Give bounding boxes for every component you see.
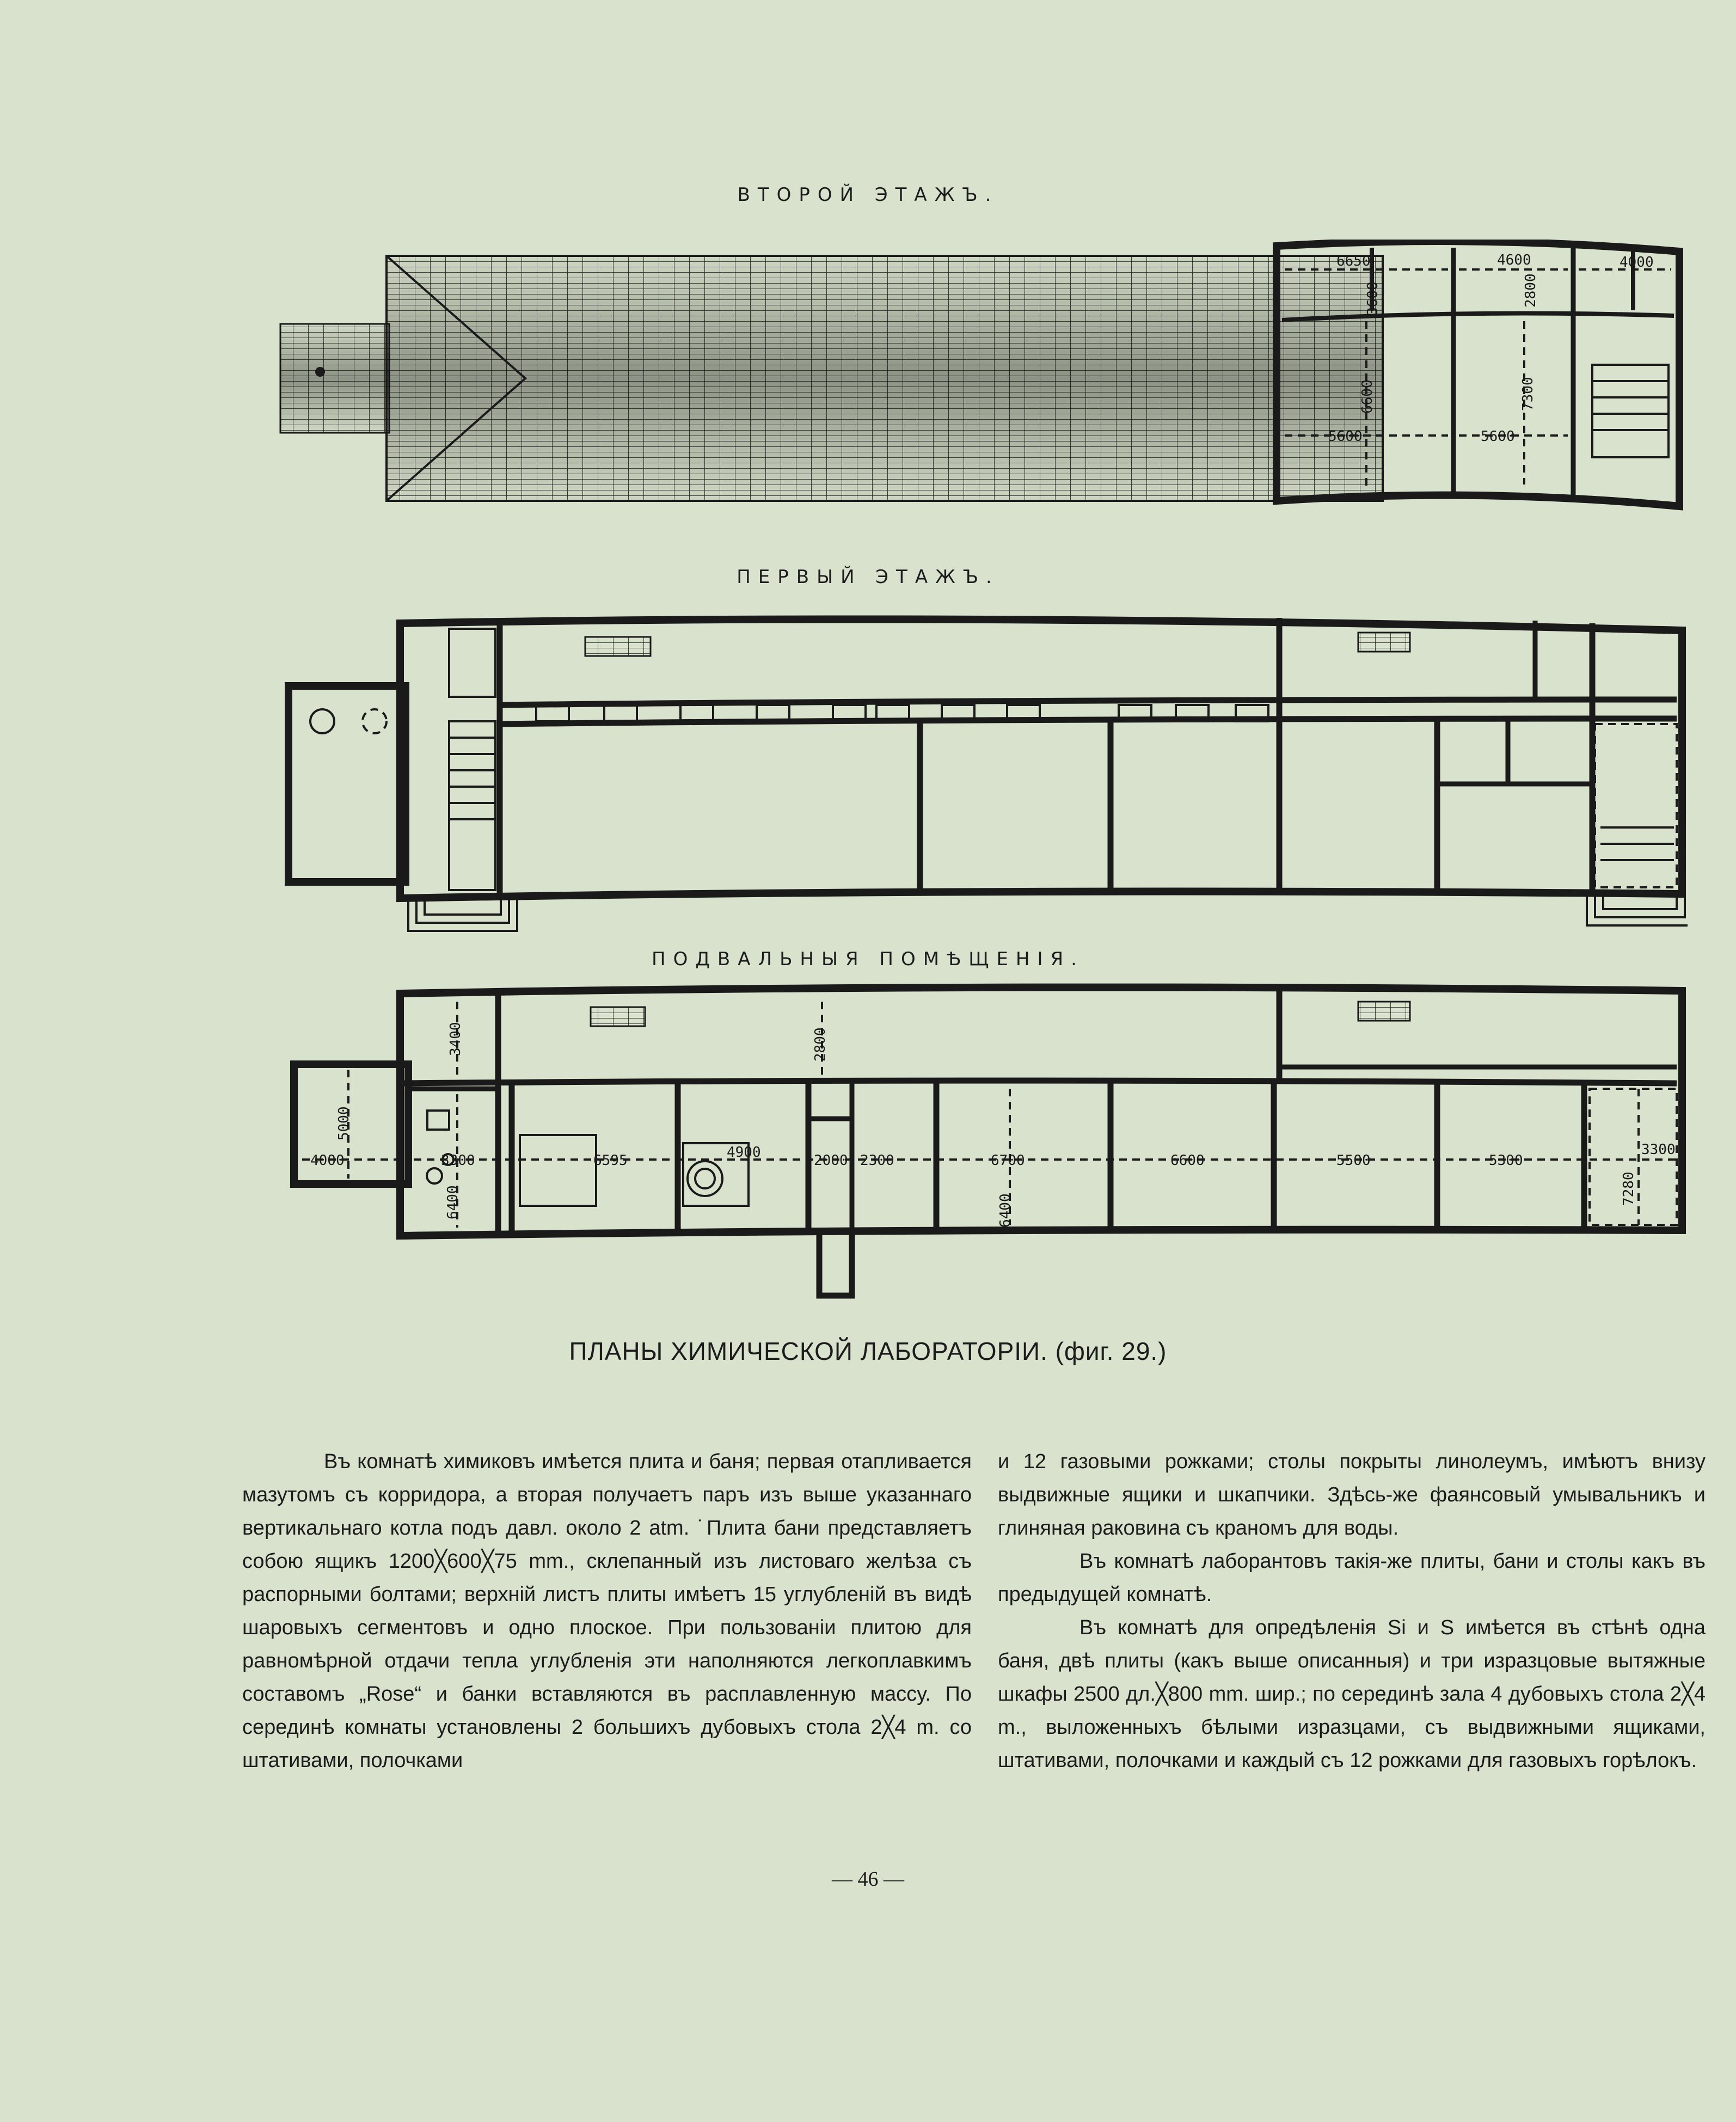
dim-label: 6650 [1336,253,1371,269]
dim-label: 4000 [310,1152,345,1169]
dim-label: 3600 [1365,281,1381,316]
second-floor-title: ВТОРОЙ ЭТАЖЪ. [737,184,999,206]
dim-label: 2800 [812,1027,829,1062]
dim-label: 7280 [1621,1172,1637,1206]
dim-label: 3300 [1641,1142,1676,1158]
dim-label: 2800 [1523,273,1539,308]
paragraph: Въ комнатѣ лаборантовъ такія-же плиты, бани и столы какъ въ предыдущей комнатѣ. [998,1550,1706,1606]
paragraph: Въ комнатѣ для опредѣленія Si и S имѣется въ стѣнѣ одна баня, двѣ плиты (какъ выше описанныя) и три изразцовые вытяжные шкафы 2500 дл.╳800 mm. шир.; по серединѣ зала 4 дубовыхъ стола 2╳4 m., выложенныхъ бѣлыми изразцами, съ выдвижными ящиками, штативами, полочками и каждый съ 12 рожками для газовыхъ горѣлокъ. [998,1616,1706,1772]
dim-label: 6400 [997,1193,1014,1228]
basement-title: ПОДВАЛЬНЫЯ ПОМѢЩЕНІЯ. [652,948,1084,970]
paragraph: и 12 газовыми рожками; столы покрыты линолеумъ, имѣютъ внизу выдвижные ящики и шкапчики. Здѣсь-же фаянсовый умывальникъ и глиняная раковина съ краномъ для воды. [998,1450,1706,1540]
dim-label: 5300 [1489,1152,1523,1169]
dim-label: 4600 [1497,252,1531,268]
text-column-left [242,1445,972,1777]
dim-label: 6595 [593,1152,628,1169]
dim-label: 4000 [1620,254,1654,271]
dim-label: 2300 [860,1152,894,1169]
figure-caption: ПЛАНЫ ХИМИЧЕСКОЙ ЛАБОРАТОРІИ. (фиг. 29.) [569,1337,1167,1365]
page-number: — 46 — [832,1868,904,1891]
dim-label: 6600 [1359,379,1376,414]
dim-label: 3300 [441,1152,475,1169]
dim-label: 5600 [1328,428,1363,445]
first-floor-title: ПЕРВЫЙ ЭТАЖЪ. [737,566,999,588]
dim-label: 4900 [727,1144,761,1161]
dim-label: 6400 [445,1185,461,1219]
dim-label: 5500 [1336,1152,1371,1169]
text-column-right [998,1445,1706,1777]
dim-label: 3400 [447,1022,464,1056]
paragraph: Въ комнатѣ химиковъ имѣется плита и баня; первая отапливается мазутомъ съ корридора, а вторая получаетъ паръ изъ выше указаннаго вертикальнаго котла подъ давл. около 2 atm. ˙Плита бани представляетъ собою ящикъ 1200╳600╳75 mm., склепанный изъ листоваго желѣза съ распорными болтами; верхній листъ плиты имѣетъ 15 углубленій въ видѣ шаровыхъ сегментовъ и одно плоское. При пользованіи плитою для равномѣрной отдачи тепла углубленія эти наполняются легкоплавкимъ составомъ „Rose“ и банки вставляются въ расплавленную массу. По серединѣ комнаты установлены 2 большихъ дубовыхъ стола 2╳4 m. со штативами, полочками [242,1450,972,1772]
dim-label: 6600 [1170,1152,1205,1169]
dim-label: 5000 [336,1106,352,1140]
basement-plan [278,980,1688,1307]
second-floor-plan [278,240,1688,523]
dim-label: 6700 [991,1152,1025,1169]
first-floor-plan [278,610,1688,936]
dim-label: 2000 [814,1152,848,1169]
dim-label: 5600 [1481,428,1515,445]
dim-label: 7300 [1520,377,1536,411]
